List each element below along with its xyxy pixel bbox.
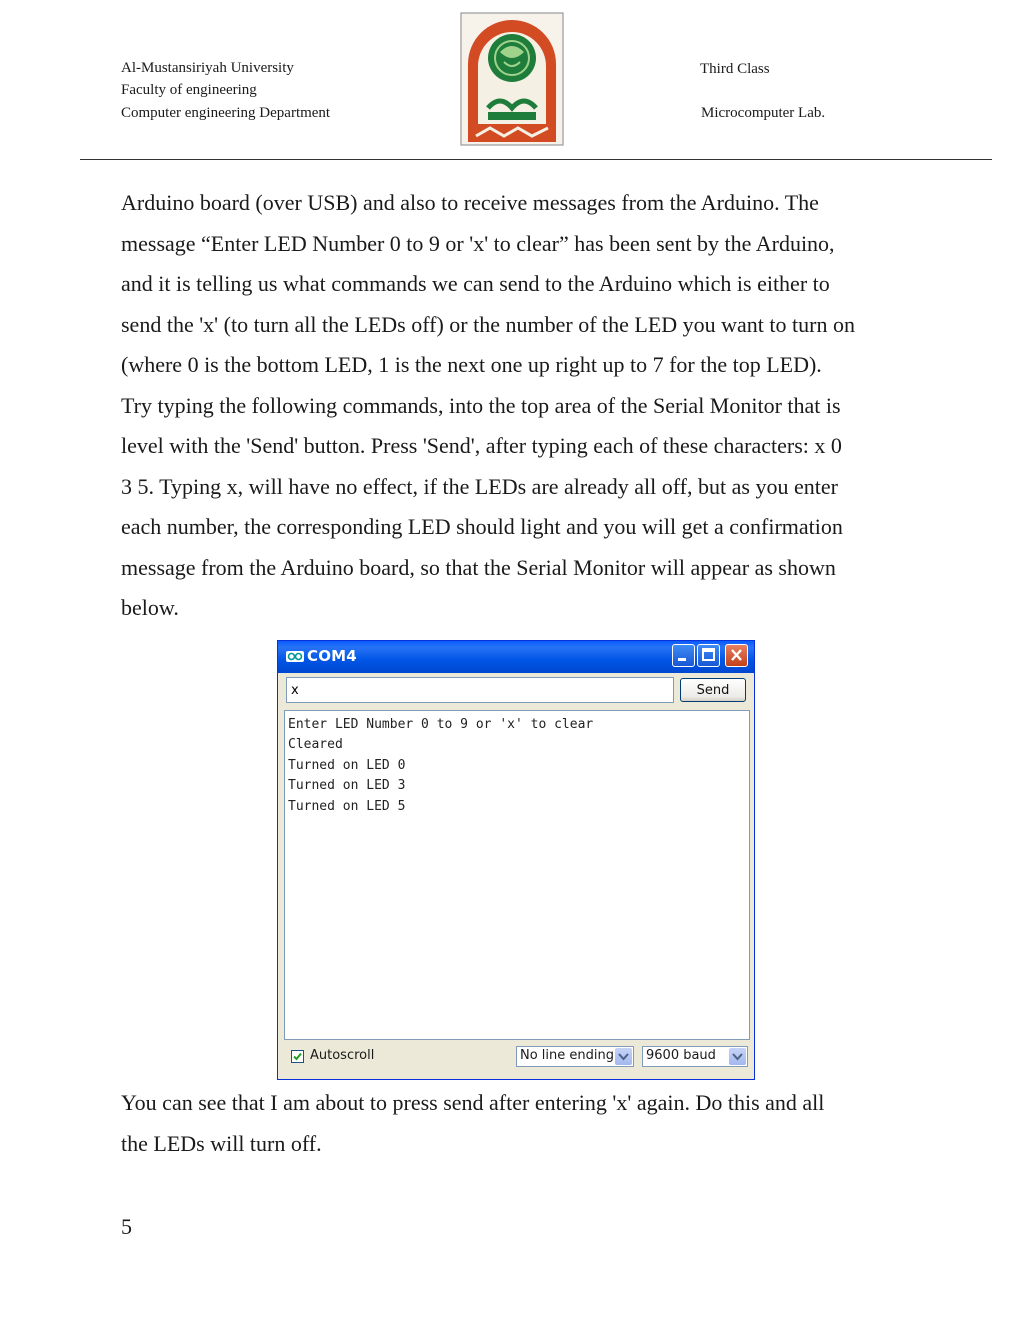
minimize-icon	[673, 645, 694, 666]
text-line: Arduino board (over USB) and also to receive messages from the Arduino. The	[121, 190, 819, 215]
output-line: Enter LED Number 0 to 9 or 'x' to clear	[288, 717, 594, 732]
header-lab: Microcomputer Lab.	[701, 105, 826, 121]
text-line: send the 'x' (to turn all the LEDs off) or the number of the LED you want to turn on	[121, 311, 855, 337]
serial-monitor-window	[277, 640, 755, 1080]
close-icon	[726, 645, 747, 666]
window-title: COM4	[307, 647, 357, 665]
minimize-button[interactable]	[672, 644, 695, 667]
baud-rate-select[interactable]	[642, 1046, 748, 1067]
title-bar[interactable]	[278, 641, 754, 673]
text-line: below.	[121, 595, 179, 620]
send-button[interactable]: Send	[680, 678, 746, 702]
maximize-icon	[698, 645, 719, 666]
text-line: (where 0 is the bottom LED, 1 is the next one up right up to 7 for the top LED).	[121, 352, 822, 377]
text-line: message from the Arduino board, so that the Serial Monitor will appear as shown	[121, 554, 836, 580]
paragraph-conclusion	[121, 1083, 911, 1164]
output-line: Turned on LED 3	[288, 778, 406, 794]
chevron-down-icon	[729, 1048, 746, 1065]
university-logo	[460, 12, 564, 146]
text-line: Try typing the following commands, into the top area of the Serial Monitor that is	[121, 392, 841, 418]
page-number: 5	[121, 1214, 132, 1239]
dropdown-arrow[interactable]	[615, 1048, 632, 1065]
close-button[interactable]	[725, 644, 748, 667]
arduino-icon	[286, 651, 304, 662]
serial-output	[284, 710, 750, 1040]
chevron-down-icon	[615, 1048, 632, 1065]
checkbox-box[interactable]	[291, 1050, 304, 1063]
text-line: You can see that I am about to press send after entering 'x' again. Do this and all	[121, 1090, 825, 1115]
line-ending-select[interactable]	[516, 1046, 634, 1067]
output-line: Turned on LED 0	[288, 757, 406, 773]
header-divider	[80, 159, 992, 160]
serial-command-input[interactable]	[286, 677, 674, 703]
header-faculty: Faculty of engineering	[121, 82, 257, 98]
header-university: Al-Mustansiriyah University	[121, 60, 294, 76]
text-line: message “Enter LED Number 0 to 9 or 'x' to clear” has been sent by the Arduino,	[121, 230, 835, 256]
header-class: Third Class	[700, 61, 770, 77]
header-department: Computer engineering Department	[121, 105, 331, 121]
text-line: the LEDs will turn off.	[121, 1130, 322, 1156]
checkmark-icon	[292, 1051, 303, 1062]
line-ending-value: No line ending	[520, 1048, 614, 1063]
output-line: Cleared	[288, 737, 343, 753]
text-line: level with the 'Send' button. Press 'Send', after typing each of these characters: x 0	[121, 433, 842, 458]
paragraph-intro	[121, 183, 911, 629]
maximize-button[interactable]	[697, 644, 720, 667]
output-line: Turned on LED 5	[288, 798, 406, 814]
dropdown-arrow[interactable]	[729, 1048, 746, 1065]
text-line: 3 5. Typing x, will have no effect, if the LEDs are already all off, but as you enter	[121, 473, 838, 499]
baud-rate-value: 9600 baud	[646, 1048, 716, 1063]
text-line: and it is telling us what commands we can send to the Arduino which is either to	[121, 271, 830, 296]
autoscroll-label: Autoscroll	[310, 1048, 375, 1063]
text-line: each number, the corresponding LED should light and you will get a confirmation	[121, 514, 843, 539]
